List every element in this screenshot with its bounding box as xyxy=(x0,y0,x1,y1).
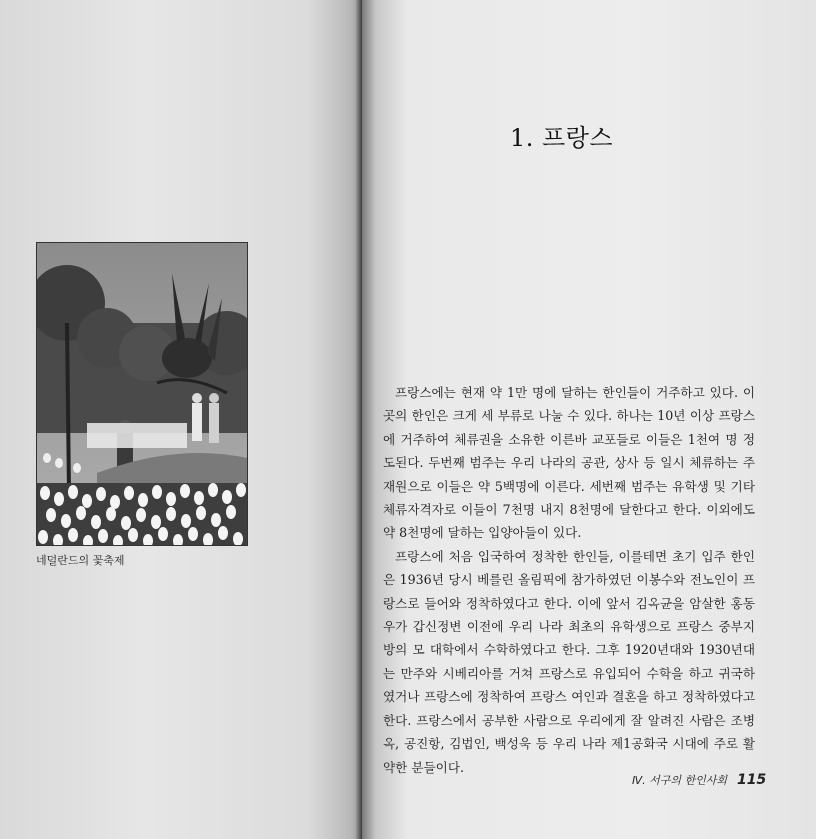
running-head: Ⅳ. 서구의 한인사회 xyxy=(632,774,728,787)
left-page xyxy=(0,0,362,839)
photo-caption: 네덜란드의 꽃축제 xyxy=(36,554,125,567)
page-number: 115 xyxy=(737,772,767,788)
paragraph: 프랑스에는 현재 약 1만 명에 달하는 한인들이 거주하고 있다. 이곳의 한인은 크게 세 부류로 나눌 수 있다. 하나는 10년 이상 프랑스에 거주하여 체류권을 소유한 이른바 교포들로 이들은 1천여 명 정도된다. 두번째 범주는 우리 나라의 공관, 상사 등 일시 체류하는 주재원으로 이들은 약 5백명에 이른다. 세번째 범주는 유학생 및 기타 체류자격자로 이들이 7천명 내지 8천명에 달한다고 한다. 이외에도 약 8천명에 달하는 입양아들이 있다. xyxy=(383,385,755,541)
flower-festival-photo xyxy=(36,242,248,546)
section-title: 1. 프랑스 xyxy=(510,124,614,152)
paragraph: 프랑스에 처음 입국하여 정착한 한인들, 이를테면 초기 입주 한인은 1936년 당시 베를린 올림픽에 참가하였던 이봉수와 전노인이 프랑스로 들어와 정착하였다고 한다. 이에 앞서 김옥균을 암살한 홍동우가 갑신정변 이전에 우리 나라 최초의 유학생으로 프랑스 중부지방의 모 대학에서 수학하였다고 한다. 그후 1920년대와 1930년대는 만주와 시베리아를 거쳐 프랑스로 유입되어 수학을 하고 귀국하였거나 프랑스에 정착하여 프랑스 여인과 결혼을 하고 정착하였다고 한다. 프랑스에서 공부한 사람으로 우리에게 잘 알려진 사람은 조병옥, 공진항, 김법인, 백성욱 등 우리 나라 제1공화국 시대에 주로 활약한 분들이다. xyxy=(383,548,755,775)
page-footer xyxy=(632,772,766,788)
body-text xyxy=(383,381,755,779)
